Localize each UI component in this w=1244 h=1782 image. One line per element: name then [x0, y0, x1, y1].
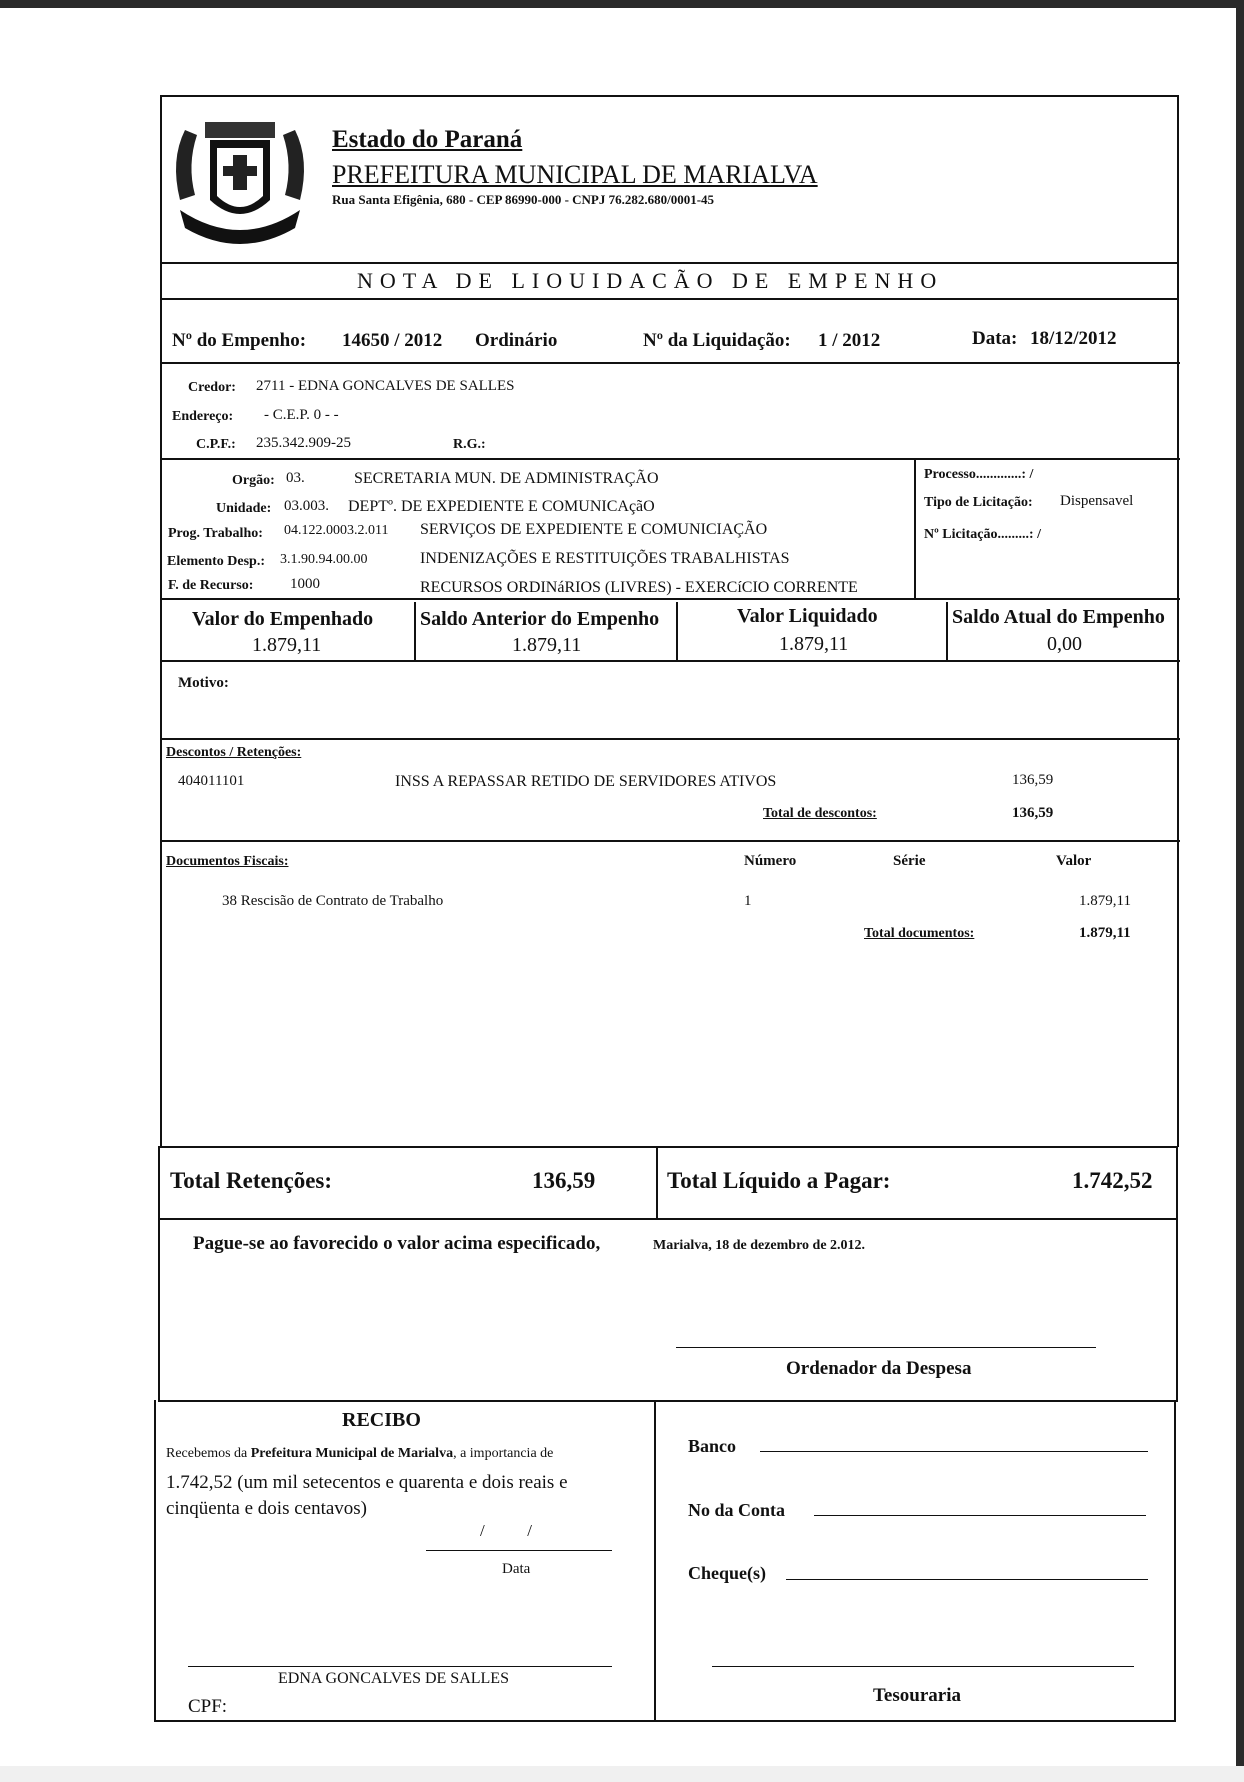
- desconto-value: 136,59: [1012, 772, 1054, 788]
- endereco-value: - C.E.P. 0 - -: [264, 407, 339, 423]
- rg-label: R.G.:: [453, 437, 486, 452]
- empenho-type: Ordinário: [475, 330, 558, 351]
- motivo-label: Motivo:: [178, 675, 229, 691]
- recibo-text-c: , a importancia de: [453, 1446, 554, 1461]
- documento-numero: 1: [744, 893, 752, 909]
- saldo-anterior-label: Saldo Anterior do Empenho: [420, 608, 660, 630]
- prefecture-name: PREFEITURA MUNICIPAL DE MARIALVA: [332, 160, 818, 189]
- totals-mid: [656, 1146, 658, 1220]
- orgao-label: Orgão:: [232, 473, 275, 488]
- outer-left-border: [160, 95, 162, 1147]
- recibo-date-slashes: / /: [480, 1521, 532, 1540]
- serie-header: Série: [893, 853, 926, 869]
- elemento-code: 3.1.90.94.00.00: [280, 552, 368, 567]
- credor-label: Credor:: [188, 380, 236, 395]
- empenho-divider: [160, 362, 1180, 364]
- processo-divider: [914, 458, 916, 598]
- empenho-value: 14650 / 2012: [342, 330, 443, 351]
- cpf-value: 235.342.909-25: [256, 435, 351, 451]
- documentos-title: Documentos Fiscais:: [166, 854, 289, 869]
- total-retencoes-value: 136,59: [532, 1168, 596, 1193]
- liquidacao-value: 1 / 2012: [818, 330, 881, 351]
- total-liquido-value: 1.742,52: [1072, 1168, 1153, 1193]
- recurso-code: 1000: [290, 576, 320, 592]
- endereco-label: Endereço:: [172, 409, 234, 424]
- recibo-right: [1174, 1400, 1176, 1722]
- municipal-seal: [165, 100, 315, 250]
- recibo-left: [154, 1400, 156, 1722]
- header-divider: [160, 262, 1178, 264]
- valor-empenhado-label: Valor do Empenhado: [192, 608, 374, 630]
- licitacao-field: Nº Licitação.........: /: [924, 527, 1041, 542]
- recibo-text: [166, 1446, 553, 1462]
- saldo-anterior-value: 1.879,11: [512, 634, 582, 656]
- outer-right-border: [1177, 95, 1179, 1147]
- val-sep-2: [676, 602, 678, 662]
- values-divider: [160, 660, 1180, 662]
- recibo-bottom: [154, 1720, 1176, 1722]
- recibo-text-a: Recebemos da: [166, 1446, 251, 1461]
- prog-label: Prog. Trabalho:: [168, 526, 263, 541]
- unidade-code: 03.003.: [284, 498, 329, 514]
- descontos-title: Descontos / Retenções:: [166, 745, 302, 760]
- valor-liquidado-label: Valor Liquidado: [737, 605, 878, 627]
- scan-edge-top: [0, 0, 1244, 8]
- total-liquido-label: Total Líquido a Pagar:: [667, 1168, 891, 1193]
- empenho-label: Nº do Empenho:: [172, 330, 307, 351]
- orgao-code: 03.: [286, 470, 305, 486]
- desconto-code: 404011101: [178, 773, 245, 789]
- valor-header: Valor: [1056, 853, 1092, 869]
- date-label: Data:: [972, 328, 1018, 349]
- pague-se-place-date: Marialva, 18 de dezembro de 2.012.: [653, 1238, 866, 1253]
- orgao-divider: [160, 598, 1180, 600]
- recurso-label: F. de Recurso:: [168, 578, 254, 593]
- motivo-divider: [160, 738, 1180, 740]
- tipo-licitacao-label: Tipo de Licitação:: [924, 495, 1033, 510]
- state-name: Estado do Paraná: [332, 126, 523, 153]
- tesouraria-label: Tesouraria: [873, 1685, 961, 1706]
- scan-edge-bottom: [0, 1766, 1244, 1782]
- ordenador-label: Ordenador da Despesa: [786, 1358, 972, 1379]
- totals-right: [1176, 1146, 1178, 1400]
- totals-top: [158, 1146, 1178, 1148]
- documento-item: 38 Rescisão de Contrato de Trabalho: [222, 893, 444, 909]
- descontos-divider: [160, 840, 1180, 842]
- unidade-label: Unidade:: [216, 501, 272, 516]
- unidade-name: DEPTº. DE EXPEDIENTE E COMUNICAçãO: [348, 498, 655, 515]
- recibo-title: RECIBO: [342, 1409, 421, 1431]
- recibo-text-b: Prefeitura Municipal de Marialva: [250, 1446, 454, 1461]
- pague-divider: [158, 1400, 1178, 1402]
- val-sep-1: [414, 602, 416, 662]
- tesouraria-signature-line: [712, 1666, 1134, 1667]
- tipo-licitacao-value: Dispensavel: [1060, 493, 1134, 509]
- documento-valor: 1.879,11: [1079, 893, 1131, 909]
- cheque-line: [786, 1579, 1148, 1580]
- elemento-name: INDENIZAÇÕES E RESTITUIÇÕES TRABALHISTAS: [420, 550, 790, 567]
- valor-liquidado-value: 1.879,11: [779, 633, 849, 655]
- processo-field: Processo.............: /: [924, 467, 1034, 482]
- valor-empenhado-value: 1.879,11: [252, 634, 322, 656]
- recibo-signature-line: [188, 1666, 612, 1667]
- totals-left: [158, 1146, 160, 1400]
- recibo-date-label: Data: [502, 1561, 531, 1577]
- doc-title: NOTA DE LIOUIDACÃO DE EMPENHO: [357, 268, 944, 293]
- banco-label: Banco: [688, 1436, 737, 1456]
- recibo-amount-line2: cinqüenta e dois centavos): [166, 1498, 368, 1519]
- prog-name: SERVIÇOS DE EXPEDIENTE E COMUNICIAÇÃO: [420, 521, 768, 538]
- desconto-desc: INSS A REPASSAR RETIDO DE SERVIDORES ATIVOS: [395, 773, 777, 790]
- recibo-amount-line1: 1.742,52 (um mil setecentos e quarenta e dois reais e: [166, 1472, 568, 1493]
- pague-se-text: Pague-se ao favorecido o valor acima especificado,: [193, 1233, 601, 1254]
- outer-top-border: [160, 95, 1178, 97]
- cpf-label: C.P.F.:: [196, 437, 236, 452]
- prog-code: 04.122.0003.2.011: [284, 523, 389, 538]
- recibo-date-line: [426, 1550, 612, 1551]
- documentos-total-value: 1.879,11: [1079, 925, 1131, 941]
- cheque-label: Cheque(s): [688, 1563, 767, 1583]
- scan-edge-right: [1236, 0, 1244, 1782]
- recibo-signer: EDNA GONCALVES DE SALLES: [278, 1670, 509, 1687]
- saldo-atual-value: 0,00: [1047, 633, 1082, 655]
- credor-divider: [160, 458, 1180, 460]
- recibo-cpf-label: CPF:: [188, 1696, 228, 1717]
- total-retencoes-label: Total Retenções:: [170, 1168, 333, 1193]
- prefecture-address: Rua Santa Efigênia, 680 - CEP 86990-000 - CNPJ 76.282.680/0001-45: [332, 192, 715, 207]
- elemento-label: Elemento Desp.:: [167, 554, 265, 569]
- date-value: 18/12/2012: [1030, 328, 1117, 349]
- recurso-name: RECURSOS ORDINáRIOS (LIVRES) - EXERCíCIO CORRENTE: [420, 579, 858, 596]
- orgao-name: SECRETARIA MUN. DE ADMINISTRAÇÃO: [354, 470, 659, 487]
- conta-line: [814, 1515, 1146, 1516]
- ordenador-signature-line: [676, 1347, 1096, 1348]
- recibo-mid: [654, 1400, 656, 1722]
- documentos-total-label: Total documentos:: [864, 926, 975, 941]
- liquidacao-label: Nº da Liquidação:: [643, 330, 791, 351]
- descontos-total-value: 136,59: [1012, 805, 1054, 821]
- seal-banner-text: MARIALVA: [213, 216, 260, 226]
- credor-value: 2711 - EDNA GONCALVES DE SALLES: [256, 378, 515, 394]
- val-sep-3: [946, 602, 948, 662]
- banco-line: [760, 1451, 1148, 1452]
- numero-header: Número: [744, 853, 797, 869]
- saldo-atual-label: Saldo Atual do Empenho: [952, 606, 1165, 628]
- totals-divider: [158, 1218, 1178, 1220]
- title-divider: [160, 298, 1178, 300]
- conta-label: No da Conta: [688, 1500, 786, 1520]
- descontos-total-label: Total de descontos:: [763, 806, 877, 821]
